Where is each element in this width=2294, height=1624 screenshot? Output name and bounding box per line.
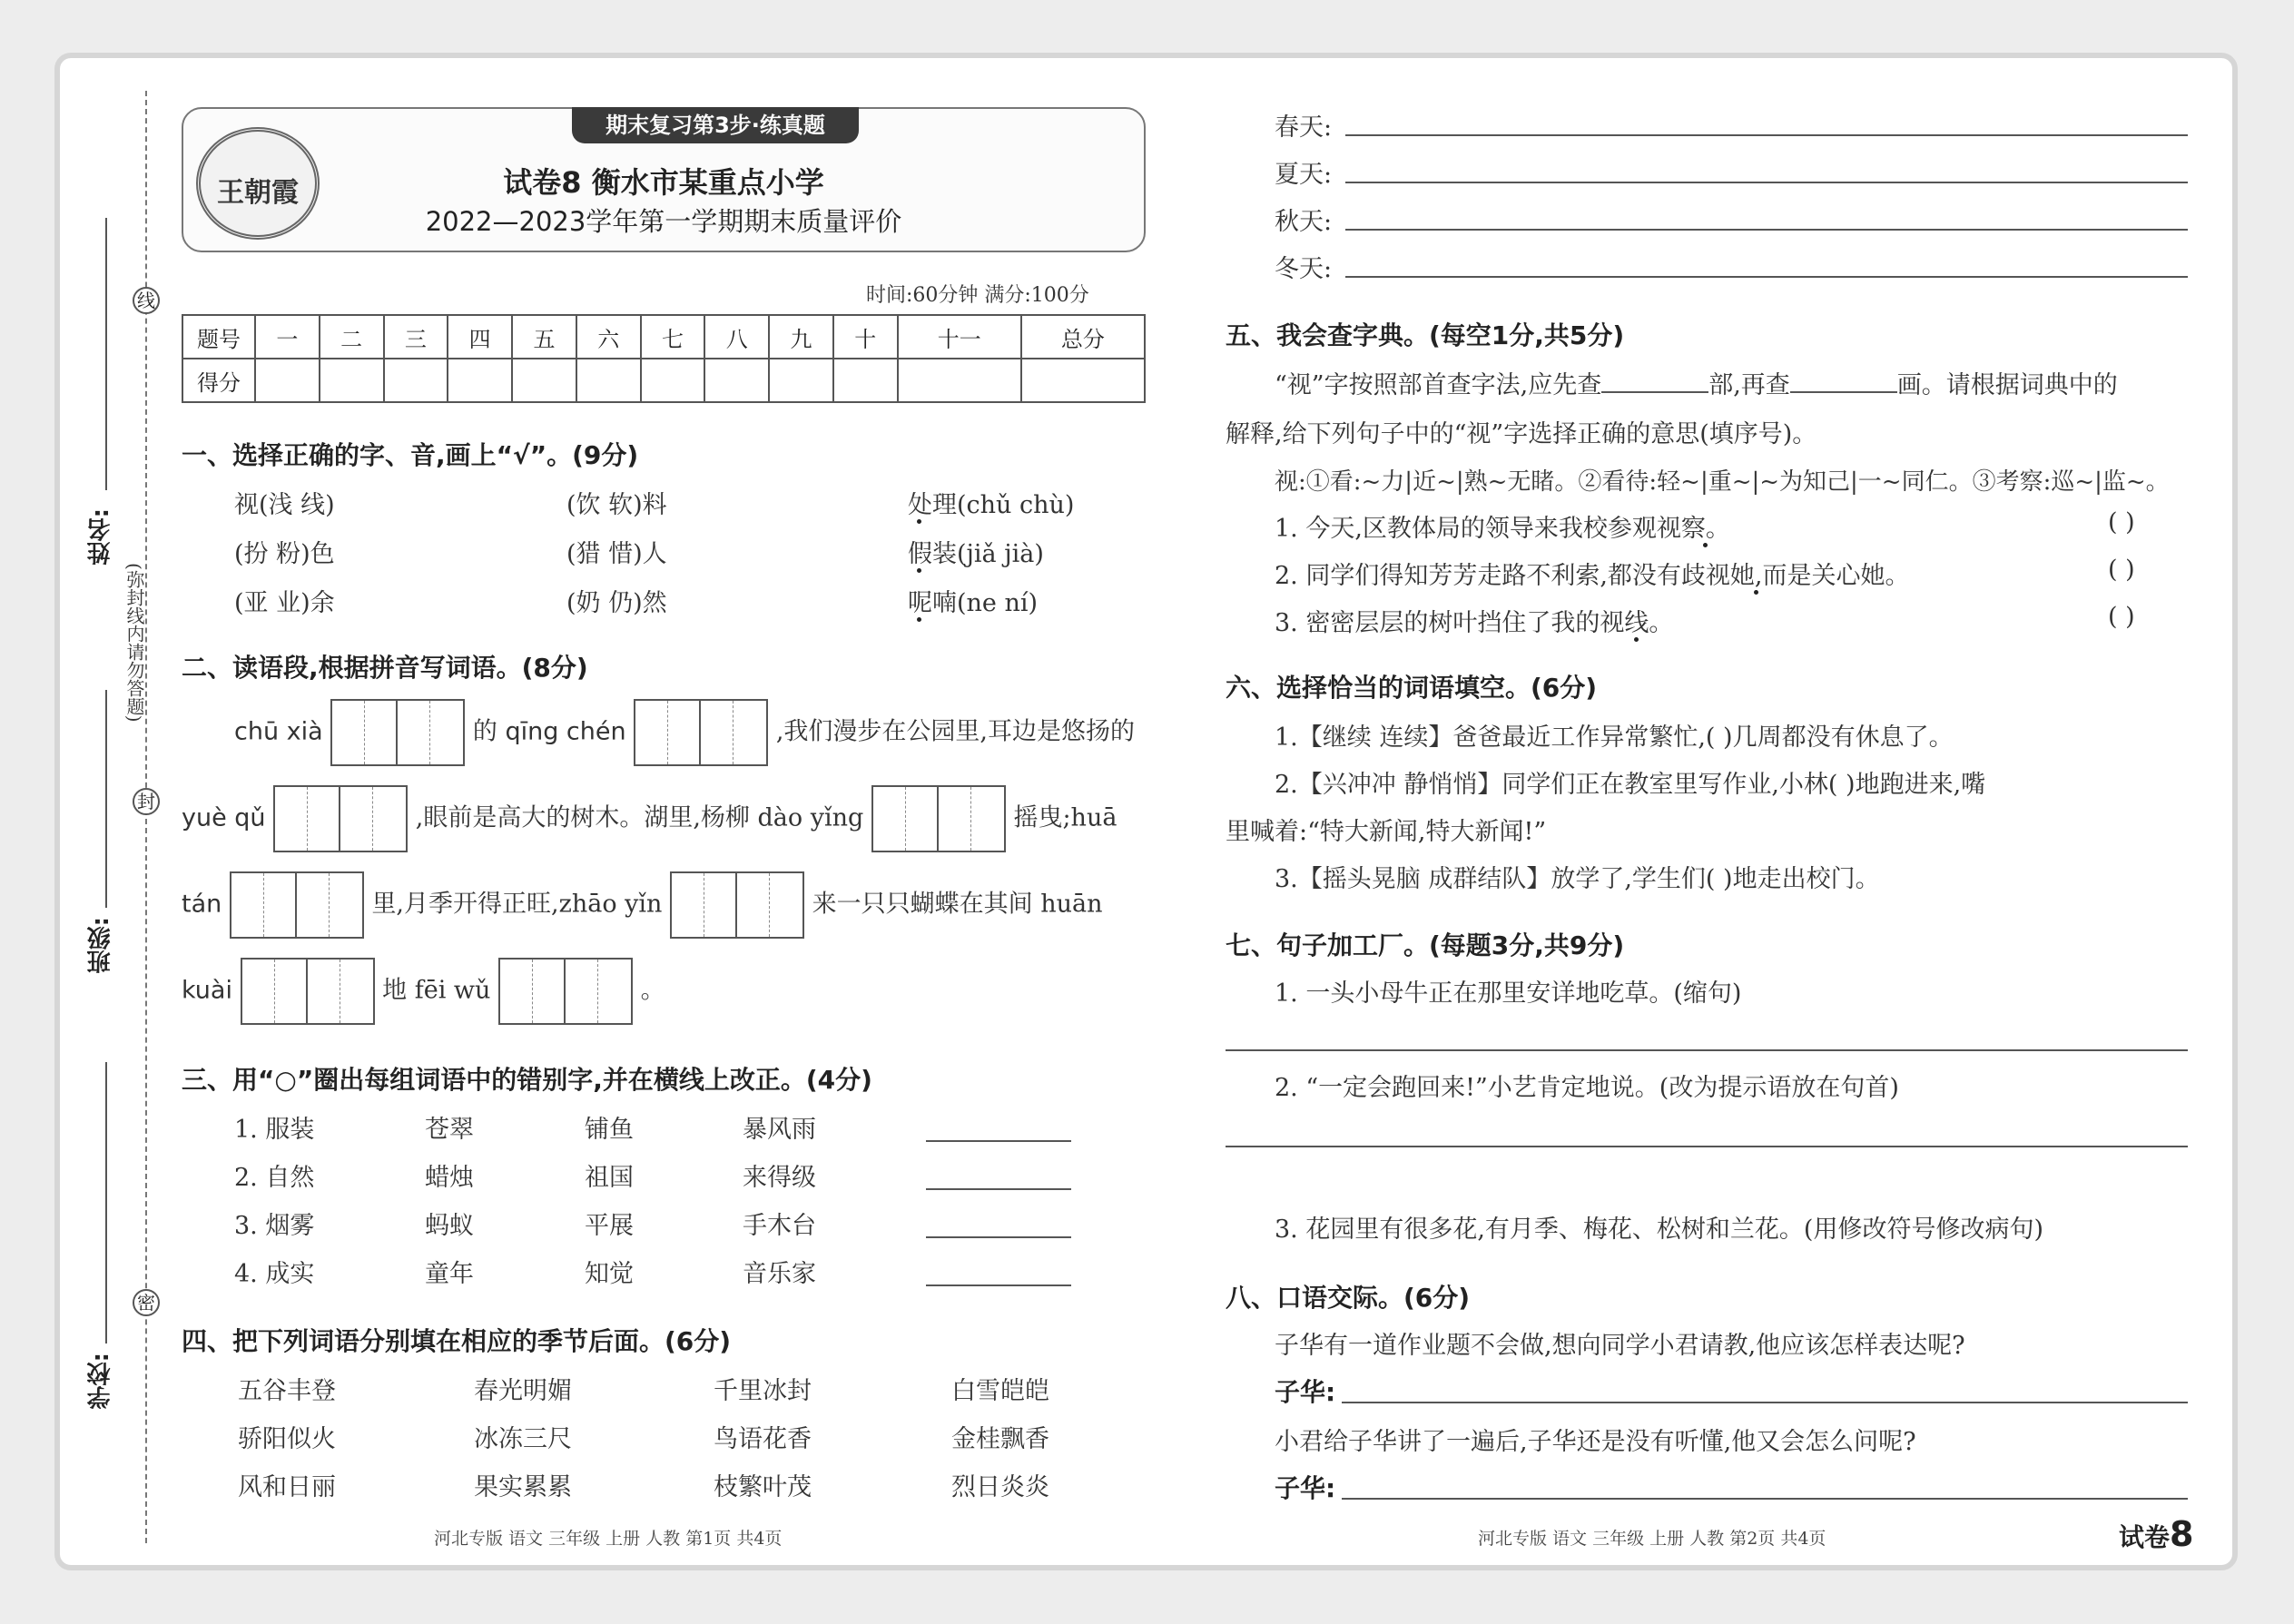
s4-word: 春光明媚: [474, 1377, 572, 1405]
seal-mark-line: 线: [133, 287, 160, 314]
name-label: 姓名:: [87, 508, 114, 566]
score-cell[interactable]: [512, 359, 576, 402]
speaker-label: 子华:: [1275, 1473, 1336, 1503]
s4-word: 果实累累: [474, 1473, 572, 1501]
speaker-answer-line[interactable]: [1342, 1498, 2188, 1500]
binding-note: (弥封线内请勿答题): [123, 563, 145, 723]
score-col: 一: [255, 315, 320, 359]
section7-heading: 七、句子加工厂。(每题3分,共9分): [1226, 930, 1625, 960]
blank[interactable]: [1601, 391, 1708, 393]
passage-text: 里,月季开得正旺,zhāo yǐn: [371, 890, 663, 919]
score-cell[interactable]: [448, 359, 512, 402]
emphasis-dot: [917, 617, 921, 622]
class-label: 班级:: [87, 917, 114, 974]
score-cell[interactable]: [704, 359, 769, 402]
season-answer-line[interactable]: [1345, 276, 2188, 278]
passage-text: ,眼前是高大的树木。湖里,杨柳 dào yǐng: [415, 803, 864, 832]
score-cell[interactable]: [898, 359, 1021, 402]
char-box[interactable]: [273, 785, 408, 852]
s3-word[interactable]: 暴风雨: [743, 1116, 816, 1144]
s3-word[interactable]: 蜡烛: [425, 1164, 474, 1192]
season-answer-line[interactable]: [1345, 229, 2188, 231]
passage-text: 地 fēi wǔ: [382, 976, 491, 1005]
score-col: 八: [704, 315, 769, 359]
s2-line4: [182, 958, 665, 1025]
score-cell[interactable]: [1021, 359, 1145, 402]
s2-line1: [234, 699, 1135, 766]
answer-line[interactable]: [926, 1140, 1071, 1142]
season-answer-line[interactable]: [1345, 134, 2188, 136]
season-label: 冬天:: [1275, 255, 1333, 283]
section6-heading: 六、选择恰当的词语填空。(6分): [1226, 673, 1598, 703]
score-points-label: 得分: [182, 359, 255, 402]
speaker-answer-line[interactable]: [1342, 1402, 2188, 1403]
s5-line1: [1275, 365, 2118, 400]
s4-word: 金桂飘香: [951, 1425, 1049, 1453]
s5-definition: 视:①看:~力|近~|熟~无睹。②看待:轻~|重~|~为知己|一~同仁。③考察:巡~|监~。: [1275, 468, 2170, 496]
exam-meta: 时间:60分钟 满分:100分: [866, 284, 1089, 307]
season-label: 春天:: [1275, 113, 1333, 142]
seal-mark-secret: 密: [133, 1289, 160, 1316]
s3-word[interactable]: 音乐家: [743, 1260, 816, 1288]
section4-heading: 四、把下列词语分别填在相应的季节后面。(6分): [182, 1326, 732, 1356]
s5-item: 1. 今天,区教体局的领导来我校参观视察。: [1275, 515, 1730, 543]
school-field[interactable]: [105, 1062, 107, 1343]
s7-answer-line[interactable]: [1226, 1049, 2188, 1051]
section3-heading: 三、用“○”圈出每组词语中的错别字,并在横线上改正。(4分): [182, 1065, 872, 1095]
s3-word[interactable]: 1. 服装: [234, 1116, 315, 1144]
s3-word[interactable]: 铺鱼: [585, 1116, 634, 1144]
score-col: 二: [320, 315, 384, 359]
s4-word: 骄阳似火: [238, 1425, 336, 1453]
s5-line2: 解释,给下列句子中的“视”字选择正确的意思(填序号)。: [1226, 420, 1817, 448]
score-cell[interactable]: [833, 359, 898, 402]
seal-mark-seal: 封: [133, 788, 160, 815]
pinyin: 的 qīng chén: [472, 717, 626, 746]
s5-text: 画。请根据词典中的: [1896, 371, 2118, 399]
s4-word: 烈日炎炎: [951, 1473, 1049, 1501]
pinyin: tán: [182, 890, 222, 919]
char-box[interactable]: [634, 699, 768, 766]
s8-question: 小君给子华讲了一遍后,子华还是没有听懂,他又会怎么问呢?: [1275, 1428, 1916, 1456]
s3-word[interactable]: 2. 自然: [234, 1164, 315, 1192]
score-col-total: 总分: [1021, 315, 1145, 359]
s5-item: 3. 密密层层的树叶挡住了我的视线。: [1275, 609, 1674, 637]
s3-word[interactable]: 4. 成实: [234, 1260, 315, 1288]
score-col: 九: [769, 315, 833, 359]
s4-word: 白雪皑皑: [951, 1377, 1049, 1405]
s5-text: 部,再查: [1708, 371, 1790, 399]
exam-subtitle: 2022—2023学年第一学期期末质量评价: [425, 206, 902, 237]
char-box[interactable]: [241, 958, 375, 1025]
s2-line2: [182, 785, 1117, 852]
s1-item[interactable]: 假装(jiǎ jià): [908, 540, 1044, 568]
emphasis-dot: [1634, 637, 1639, 642]
section2-heading: 二、读语段,根据拼音写词语。(8分): [182, 653, 588, 683]
passage-text: 。: [640, 976, 665, 1005]
section1-heading: 一、选择正确的字、音,画上“√”。(9分): [182, 440, 639, 470]
score-col: 五: [512, 315, 576, 359]
char-box[interactable]: [871, 785, 1006, 852]
s7-item: 2. “一定会跑回来!”小艺肯定地说。(改为提示语放在句首): [1275, 1074, 1899, 1102]
section5-heading: 五、我会查字典。(每空1分,共5分): [1226, 320, 1625, 350]
s8-question: 子华有一道作业题不会做,想向同学小君请教,他应该怎样表达呢?: [1275, 1332, 1965, 1360]
score-col: 六: [576, 315, 641, 359]
s5-item: 2. 同学们得知芳芳走路不利索,都没有歧视她,而是关心她。: [1275, 562, 1910, 590]
school-label: 学校:: [87, 1353, 114, 1410]
score-row-points: [182, 359, 1145, 402]
score-row-questions: [182, 315, 1145, 359]
s3-word[interactable]: 苍翠: [425, 1116, 474, 1144]
s3-word[interactable]: 手木台: [743, 1212, 816, 1240]
answer-line[interactable]: [926, 1236, 1071, 1238]
s7-answer-line[interactable]: [1226, 1146, 2188, 1147]
score-cell[interactable]: [576, 359, 641, 402]
header-badge: 期末复习第3步·练真题: [572, 107, 859, 143]
score-cell[interactable]: [641, 359, 705, 402]
score-col: 七: [641, 315, 705, 359]
footer-right: 河北专版 语文 三年级 上册 人教 第2页 共4页: [1478, 1529, 1826, 1549]
s5-answer[interactable]: ( ): [2108, 603, 2135, 631]
s1-item[interactable]: (猎 惜)人: [566, 540, 667, 568]
s5-answer[interactable]: ( ): [2108, 556, 2135, 584]
s3-word[interactable]: 3. 烟雾: [234, 1212, 315, 1240]
s5-text: “视”字按照部首查字法,应先查: [1275, 371, 1602, 399]
score-col: 三: [384, 315, 448, 359]
s1-item[interactable]: 处理(chǔ chù): [908, 491, 1075, 519]
season-label: 秋天:: [1275, 208, 1333, 236]
exam-title: 试卷8 衡水市某重点小学: [503, 165, 824, 200]
footer-left: 河北专版 语文 三年级 上册 人教 第1页 共4页: [434, 1529, 783, 1549]
class-field[interactable]: [105, 690, 107, 908]
s6-item[interactable]: 1.【继续 连续】爸爸最近工作异常繁忙,( )几周都没有休息了。: [1275, 723, 1954, 752]
s4-word: 鸟语花香: [714, 1425, 812, 1453]
paper-label: 试卷: [2119, 1522, 2171, 1552]
emphasis-dot: [1703, 543, 1708, 547]
s1-item[interactable]: (饮 软)料: [566, 491, 667, 519]
passage-text: 摇曳;huā: [1013, 803, 1117, 832]
char-box[interactable]: [498, 958, 633, 1025]
char-box[interactable]: [330, 699, 465, 766]
s3-word[interactable]: 祖国: [585, 1164, 634, 1192]
char-box[interactable]: [670, 871, 804, 939]
emphasis-dot: [917, 568, 921, 573]
paper-number: [2119, 1514, 2193, 1554]
s6-item[interactable]: 2.【兴冲冲 静悄悄】同学们正在教室里写作业,小林( )地跑进来,嘴: [1275, 771, 1986, 799]
s1-item[interactable]: (扮 粉)色: [234, 540, 335, 568]
name-field[interactable]: [105, 218, 107, 490]
s4-word: 冰冻三尺: [474, 1425, 572, 1453]
blank[interactable]: [1790, 391, 1897, 393]
score-cell[interactable]: [320, 359, 384, 402]
score-cell[interactable]: [769, 359, 833, 402]
season-answer-line[interactable]: [1345, 182, 2188, 183]
s3-word[interactable]: 知觉: [585, 1260, 634, 1288]
speaker-label: 子华:: [1275, 1377, 1336, 1407]
s3-word[interactable]: 来得级: [743, 1164, 816, 1192]
s6-item-cont: 里喊着:“特大新闻,特大新闻!”: [1226, 818, 1547, 846]
s7-item: 3. 花园里有很多花,有月季、梅花、松树和兰花。(用修改符号修改病句): [1275, 1216, 2043, 1244]
passage-text: 来一只只蝴蝶在其间 huān: [812, 890, 1103, 919]
pinyin: kuài: [182, 976, 232, 1005]
s4-word: 五谷丰登: [238, 1377, 336, 1405]
score-col: 十一: [898, 315, 1021, 359]
score-col: 四: [448, 315, 512, 359]
s1-item[interactable]: 呢喃(ne ní): [908, 589, 1039, 617]
s1-item[interactable]: 视(浅 线): [234, 491, 335, 519]
section8-heading: 八、口语交际。(6分): [1226, 1283, 1471, 1313]
s1-item[interactable]: (奶 仍)然: [566, 589, 667, 617]
score-cell[interactable]: [384, 359, 448, 402]
score-col: 十: [833, 315, 898, 359]
s3-word[interactable]: 平展: [585, 1212, 634, 1240]
score-cell[interactable]: [255, 359, 320, 402]
passage-text: ,我们漫步在公园里,耳边是悠扬的: [775, 717, 1135, 746]
score-header-label: 题号: [182, 315, 255, 359]
answer-line[interactable]: [926, 1188, 1071, 1190]
logo-text: 王朝霞: [217, 177, 299, 209]
s7-item: 1. 一头小母牛正在那里安详地吃草。(缩句): [1275, 979, 1742, 1008]
s4-word: 千里冰封: [714, 1377, 812, 1405]
s1-item[interactable]: (亚 业)余: [234, 589, 335, 617]
s4-word: 枝繁叶茂: [714, 1473, 812, 1501]
s4-word: 风和日丽: [238, 1473, 336, 1501]
pinyin: chū xià: [234, 717, 323, 746]
answer-line[interactable]: [926, 1284, 1071, 1286]
score-table: [182, 314, 1146, 403]
s6-item[interactable]: 3.【摇头晃脑 成群结队】放学了,学生们( )地走出校门。: [1275, 865, 1880, 893]
char-box[interactable]: [230, 871, 364, 939]
emphasis-dot: [917, 519, 921, 524]
s2-line3: [182, 871, 1102, 939]
season-label: 夏天:: [1275, 161, 1333, 189]
s3-word[interactable]: 蚂蚁: [425, 1212, 474, 1240]
s3-word[interactable]: 童年: [425, 1260, 474, 1288]
emphasis-dot: [1754, 590, 1758, 595]
s5-answer[interactable]: ( ): [2108, 508, 2135, 536]
pinyin: yuè qǔ: [182, 803, 266, 832]
paper-no: 8: [2170, 1514, 2194, 1554]
